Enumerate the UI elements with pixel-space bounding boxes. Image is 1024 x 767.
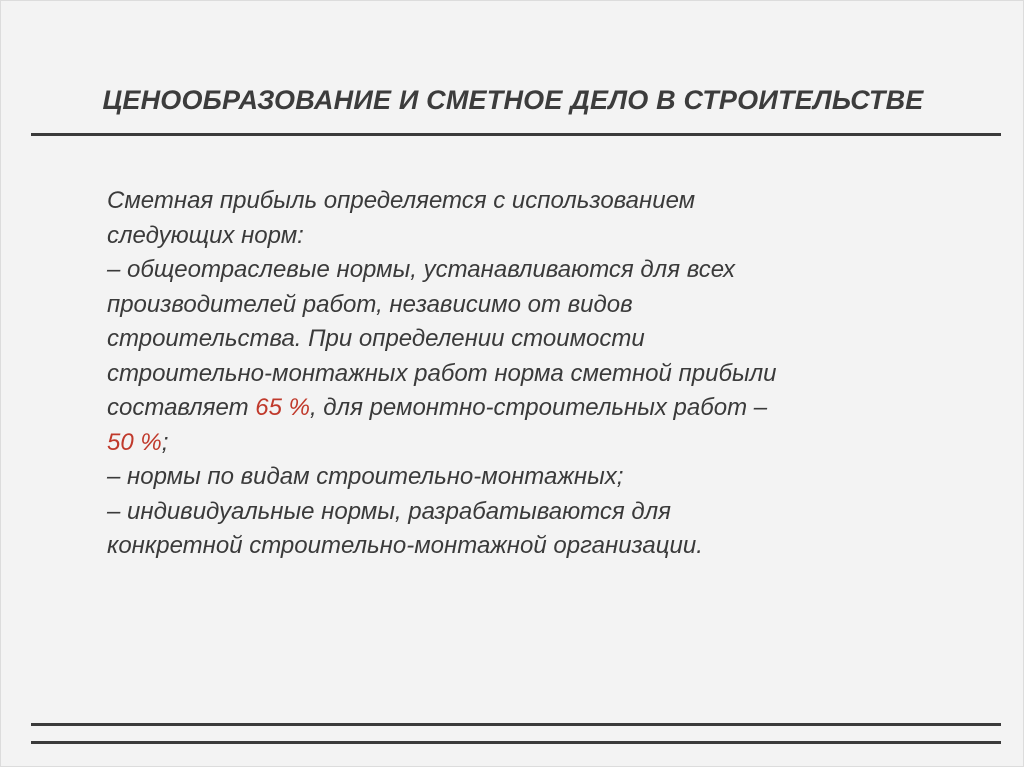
body-line	[107, 426, 927, 461]
body-text: составляет	[107, 394, 256, 421]
body-line: строительно-монтажных работ норма сметной прибыли	[107, 359, 777, 387]
highlight-value-50: 50 %	[107, 428, 162, 456]
slide-body	[107, 184, 927, 564]
body-line	[107, 391, 927, 426]
body-line: – нормы по видам строительно-монтажных;	[107, 463, 624, 490]
footer-divider-upper	[31, 723, 1001, 726]
body-line: конкретной строительно-монтажной организации.	[107, 532, 703, 559]
body-line: – индивидуальные нормы, разрабатываются для	[107, 497, 671, 525]
body-line: – общеотраслевые нормы, устанавливаются для всех	[107, 256, 735, 283]
body-text: , для ремонтно-строительных работ –	[309, 394, 768, 421]
footer-divider-lower	[31, 741, 1001, 744]
title-divider	[31, 133, 1001, 136]
body-line: производителей работ, независимо от видов	[107, 290, 633, 318]
slide-title: ЦЕНООБРАЗОВАНИЕ И СМЕТНОЕ ДЕЛО В СТРОИТЕЛЬСТВЕ	[102, 85, 924, 115]
body-line: следующих норм:	[107, 221, 304, 249]
body-line: Сметная прибыль определяется с использованием	[107, 187, 696, 214]
highlight-value-65: 65 %	[255, 394, 310, 421]
body-text: ;	[161, 428, 169, 456]
body-line: строительства. При определении стоимости	[107, 325, 645, 352]
